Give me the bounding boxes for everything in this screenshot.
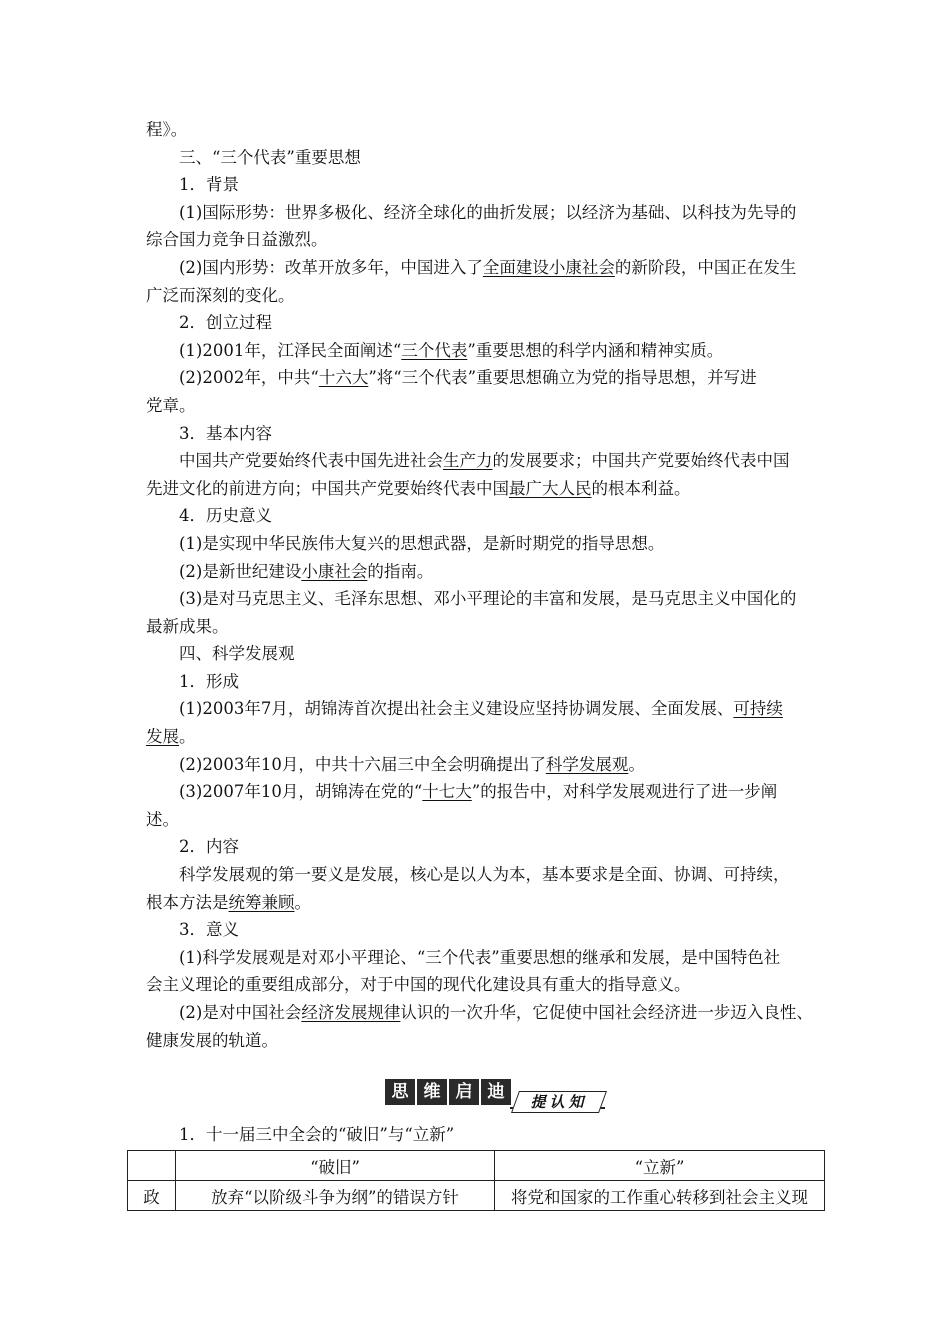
text-span: (1)国际形势：世界多极化、经济全球化的曲折发展；以经济为基础、以科技为先导的 (179, 202, 797, 222)
comparison-table (127, 1150, 825, 1211)
text-span: 先进文化的前进方向；中国共产党要始终代表中国 (146, 478, 509, 498)
table-cell: 将党和国家的工作重心转移到社会主义现 (495, 1181, 825, 1211)
banner-char: 思 (385, 1079, 415, 1105)
underlined-answer: 十六大 (318, 368, 369, 388)
text-line (146, 116, 810, 144)
text-line (146, 254, 810, 282)
text-line (146, 337, 810, 365)
underlined-answer: 统筹兼顾 (228, 892, 295, 912)
text-line (146, 420, 810, 448)
table-heading: 1．十一届三中全会的“破旧”与“立新” (179, 1125, 455, 1144)
text-span: 健康发展的轨道。 (146, 1030, 278, 1050)
text-span: 四、科学发展观 (179, 644, 295, 664)
text-line (146, 144, 810, 172)
table-header-cell (128, 1151, 176, 1181)
table-cell: 放弃“以阶级斗争为纲”的错误方针 (176, 1181, 495, 1211)
text-line (146, 364, 810, 392)
text-span: 的根本利益。 (591, 478, 691, 498)
text-line (146, 1027, 810, 1055)
underlined-answer: 生产力 (443, 451, 493, 471)
text-line (146, 171, 810, 199)
underlined-answer: 最广大人民 (509, 478, 592, 498)
table-header-row (128, 1151, 825, 1181)
text-line (146, 640, 810, 668)
text-line (146, 585, 810, 613)
underlined-answer: 科学发展观 (545, 754, 629, 774)
banner-char: 启 (449, 1079, 479, 1105)
section-banner (385, 1077, 605, 1113)
text-line (146, 226, 810, 254)
text-span: (2)国内形势：改革开放多年，中国进入了 (179, 257, 483, 277)
text-span: 2．创立过程 (179, 313, 272, 333)
text-line (146, 833, 810, 861)
banner-subtitle: 提认知 (530, 1093, 588, 1111)
text-span: 。 (294, 892, 311, 912)
text-line (146, 475, 810, 503)
text-line (146, 723, 810, 751)
text-line (146, 971, 810, 999)
text-span: 3．基本内容 (179, 423, 272, 443)
text-line (146, 558, 810, 586)
text-line (146, 530, 810, 558)
text-line (146, 613, 810, 641)
text-span: 1．背景 (179, 175, 239, 195)
text-line (146, 999, 813, 1027)
text-span: 2．内容 (179, 837, 239, 857)
underlined-answer: 可持续 (733, 699, 783, 719)
text-span: ”重要思想的科学内涵和精神实质。 (467, 340, 724, 360)
text-span: 会主义理论的重要组成部分，对于中国的现代化建设具有重大的指导意义。 (146, 975, 691, 995)
text-span: 1．形成 (179, 671, 239, 691)
text-line (146, 282, 810, 310)
text-span: 科学发展观的第一要义是发展，核心是以人为本，基本要求是全面、协调、可持续， (179, 865, 790, 885)
text-span: (2)是对中国社会 (179, 1003, 302, 1022)
text-line (146, 392, 810, 420)
text-span: (2)2003年10月，中共十六届三中全会明确提出了 (179, 754, 546, 774)
text-span: (2)是新世纪建设 (179, 561, 302, 581)
banner-char: 维 (417, 1079, 447, 1105)
underlined-answer: 全面建设小康社会 (482, 257, 615, 277)
text-line (146, 806, 810, 834)
table-header-cell: “立新” (495, 1151, 825, 1181)
text-line (146, 861, 810, 889)
text-span: 。 (179, 727, 196, 747)
banner-char: 迪 (481, 1079, 511, 1105)
underlined-answer: 小康社会 (301, 561, 368, 581)
text-span: 程》。 (146, 120, 188, 139)
text-span: 广泛而深刻的变化。 (146, 285, 295, 305)
text-line (146, 889, 810, 917)
text-span: (3)是对马克思主义、毛泽东思想、邓小平理论的丰富和发展，是马克思主义中国化的 (179, 589, 797, 609)
text-span: ”的报告中，对科学发展观进行了进一步阐 (471, 782, 778, 802)
text-span: 3．意义 (179, 920, 239, 940)
text-span: ”将“三个代表”重要思想确立为党的指导思想，并写进 (368, 368, 757, 388)
banner-subtitle-box (511, 1091, 607, 1113)
text-span: 的指南。 (367, 561, 434, 581)
text-span: (1)是实现中华民族伟大复兴的思想武器，是新时期党的指导思想。 (179, 533, 665, 553)
underlined-answer: 三个代表 (401, 340, 468, 360)
text-span: 。 (628, 754, 645, 774)
text-span: (3)2007年10月，胡锦涛在党的“ (179, 782, 423, 802)
text-span: 4．历史意义 (179, 506, 272, 526)
text-line (146, 447, 810, 475)
text-line (146, 778, 810, 806)
text-span: 中国共产党要始终代表中国先进社会 (179, 451, 443, 471)
text-span: (1)科学发展观是对邓小平理论、“三个代表”重要思想的继承和发展，是中国特色社 (179, 947, 781, 967)
underlined-answer: 十七大 (422, 782, 472, 802)
text-span: 最新成果。 (146, 616, 229, 636)
text-line (146, 916, 810, 944)
text-line (146, 199, 810, 227)
text-line (146, 944, 810, 972)
text-line (146, 695, 810, 723)
text-line (146, 309, 810, 337)
text-span: 三、“三个代表”重要思想 (179, 147, 361, 167)
underlined-answer: 经济发展规律 (301, 1003, 401, 1022)
text-span: 根本方法是 (146, 892, 229, 912)
text-span: 的新阶段，中国正在发生 (614, 257, 797, 277)
text-line (146, 668, 810, 696)
text-line (146, 502, 810, 530)
text-span: 党章。 (146, 395, 196, 415)
text-span: 的发展要求；中国共产党要始终代表中国 (492, 451, 790, 471)
body-text (146, 116, 813, 1054)
text-line (146, 751, 810, 779)
text-span: (1)2001年，江泽民全面阐述“ (179, 340, 402, 360)
table-row (128, 1181, 825, 1211)
text-span: (2)2002年，中共“ (179, 368, 319, 388)
text-span: 认识的一次升华，它促使中国社会经济进一步迈入良性、 (400, 1003, 813, 1022)
table-cell: 政 (128, 1181, 176, 1211)
underlined-answer: 发展 (146, 727, 179, 747)
text-span: (1)2003年7月，胡锦涛首次提出社会主义建设应坚持协调发展、全面发展、 (179, 699, 734, 719)
text-span: 述。 (146, 809, 179, 829)
table-header-cell: “破旧” (176, 1151, 495, 1181)
text-span: 综合国力竞争日益激烈。 (146, 230, 328, 250)
